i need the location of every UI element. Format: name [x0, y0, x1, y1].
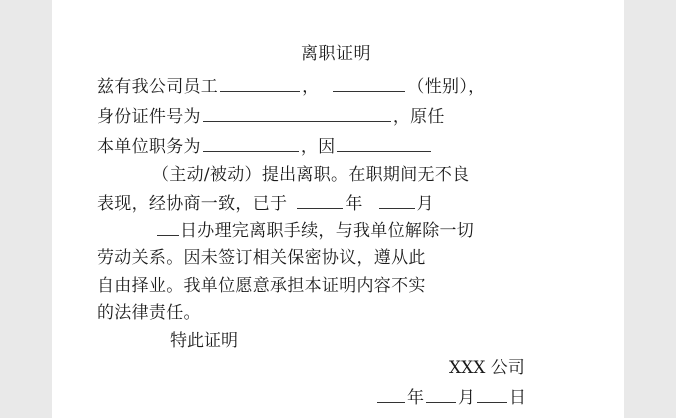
line-text: 月 — [416, 194, 434, 214]
line-text: ， — [302, 77, 320, 97]
text-line-2 — [97, 102, 445, 127]
text-line-9: 的法律责任。 — [97, 303, 201, 323]
blank-year[interactable] — [297, 194, 343, 209]
line-text: 身份证件号为 — [97, 107, 201, 127]
document-page — [52, 0, 624, 418]
text-line-4: （主动/被动）提出离职。在职期间无不良 — [152, 165, 470, 185]
text-line-6 — [157, 216, 474, 241]
document-title: 离职证明 — [301, 44, 371, 64]
signature-date — [375, 383, 526, 408]
text-line-8: 自由择业。我单位愿意承担本证明内容不实 — [97, 276, 426, 296]
date-year-label: 年 — [407, 388, 424, 408]
line-text: 兹有我公司员工 — [97, 77, 219, 97]
text-line-7: 劳动关系。因未签订相关保密协议，遵从此 — [97, 248, 426, 268]
line-text: （性别）， — [407, 77, 486, 97]
blank-sign-month[interactable] — [426, 388, 456, 403]
line-text: 年 — [345, 194, 363, 214]
blank-reason[interactable] — [337, 137, 431, 152]
closing-text: 特此证明 — [170, 331, 238, 351]
blank-position[interactable] — [203, 137, 299, 152]
date-day-label: 日 — [509, 388, 526, 408]
company-name: XXX 公司 — [449, 358, 525, 378]
blank-name[interactable] — [220, 77, 300, 92]
blank-sign-year[interactable] — [377, 388, 405, 403]
date-month-label: 月 — [458, 388, 475, 408]
line-text: ，因 — [300, 137, 336, 157]
text-line-5 — [97, 189, 434, 214]
line-text: 表现，经协商一致，已于 — [97, 194, 288, 214]
line-text: ，原任 — [392, 107, 445, 127]
blank-month[interactable] — [379, 194, 415, 209]
blank-day[interactable] — [157, 221, 179, 236]
text-line-3 — [97, 132, 433, 157]
blank-sign-day[interactable] — [477, 388, 507, 403]
text-line-1 — [97, 72, 485, 97]
line-text: 本单位职务为 — [97, 137, 201, 157]
blank-id-number[interactable] — [203, 107, 391, 122]
line-text: 日办理完离职手续，与我单位解除一切 — [180, 221, 475, 241]
blank-gender[interactable] — [333, 77, 405, 92]
